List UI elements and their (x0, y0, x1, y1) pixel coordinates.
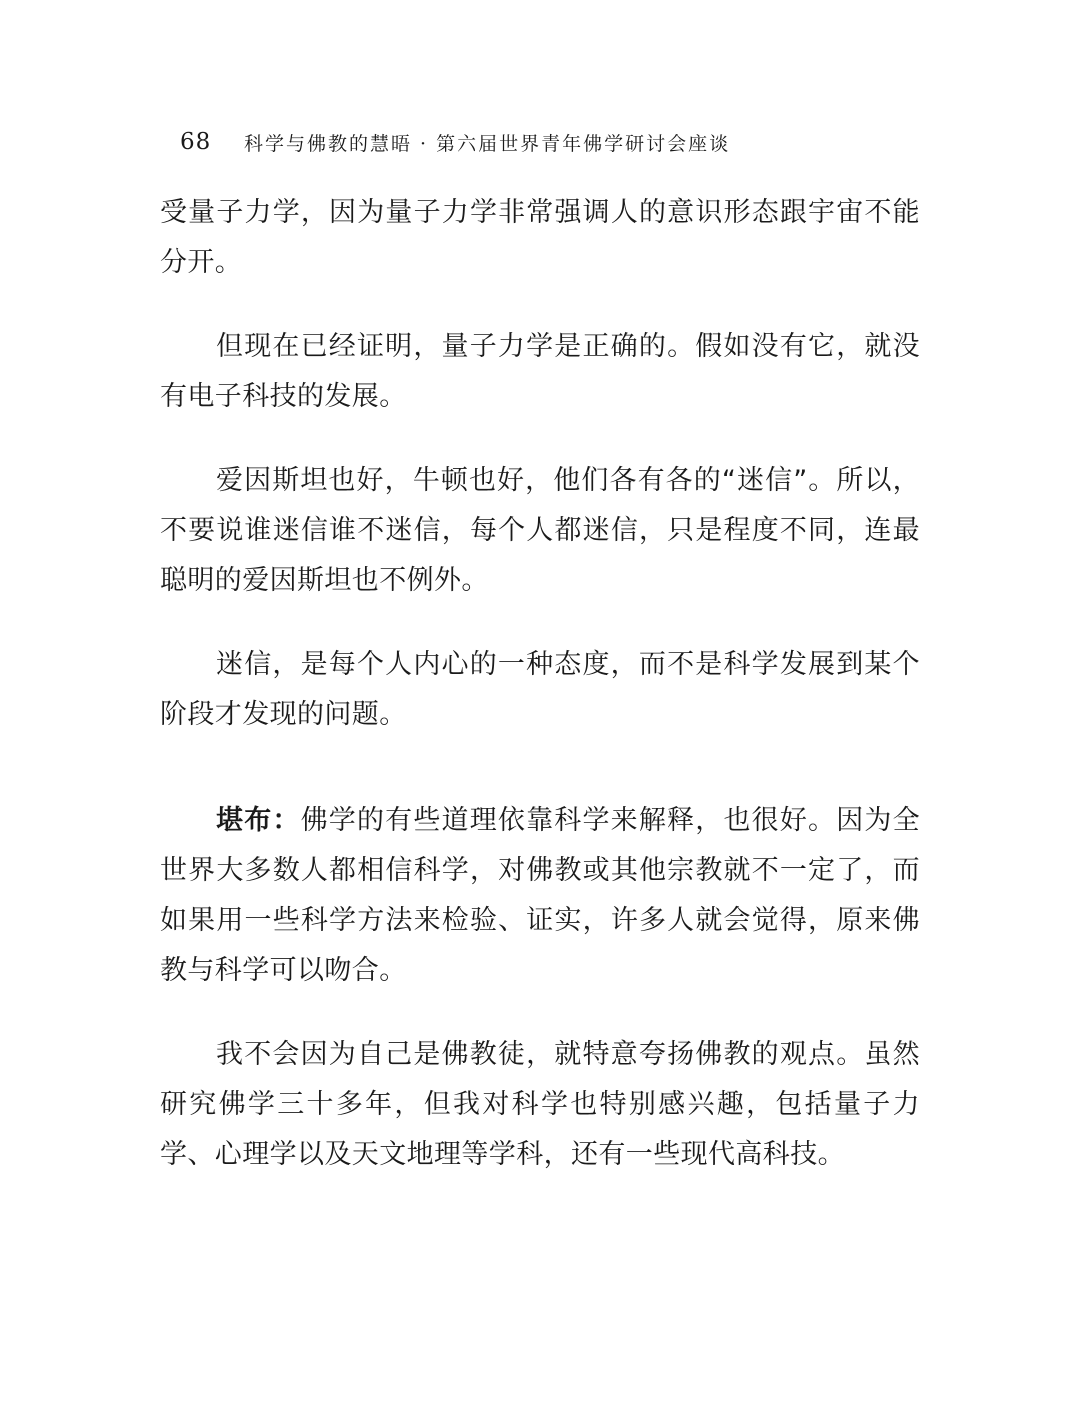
page-number: 68 (180, 129, 212, 155)
speaker-text: 佛学的有些道理依靠科学来解释，也很好。因为全世界大多数人都相信科学，对佛教或其他宗教就不一定了，而如果用一些科学方法来检验、证实，许多人就会觉得，原来佛教与科学可以吻合。 (160, 805, 920, 986)
paragraph-continued: 受量子力学，因为量子力学非常强调人的意识形态跟宇宙不能分开。 (160, 197, 920, 278)
paragraph: 迷信，是每个人内心的一种态度，而不是科学发展到某个阶段才发现的问题。 (160, 649, 920, 730)
paragraph: 爱因斯坦也好，牛顿也好，他们各有各的“迷信”。所以，不要说谁迷信谁不迷信，每个人都迷信，只是程度不同，连最聪明的爱因斯坦也不例外。 (160, 465, 920, 596)
speaker-paragraph (160, 796, 920, 996)
speaker-label: 堪布： (216, 805, 301, 836)
body-text (160, 188, 920, 1180)
paragraph: 但现在已经证明，量子力学是正确的。假如没有它，就没有电子科技的发展。 (160, 331, 920, 412)
page-header (180, 124, 920, 160)
running-title: 科学与佛教的慧晤 · 第六届世界青年佛学研讨会座谈 (244, 132, 731, 155)
paragraph: 我不会因为自己是佛教徒，就特意夸扬佛教的观点。虽然研究佛学三十多年，但我对科学也特别感兴趣，包括量子力学、心理学以及天文地理等学科，还有一些现代高科技。 (160, 1039, 920, 1170)
